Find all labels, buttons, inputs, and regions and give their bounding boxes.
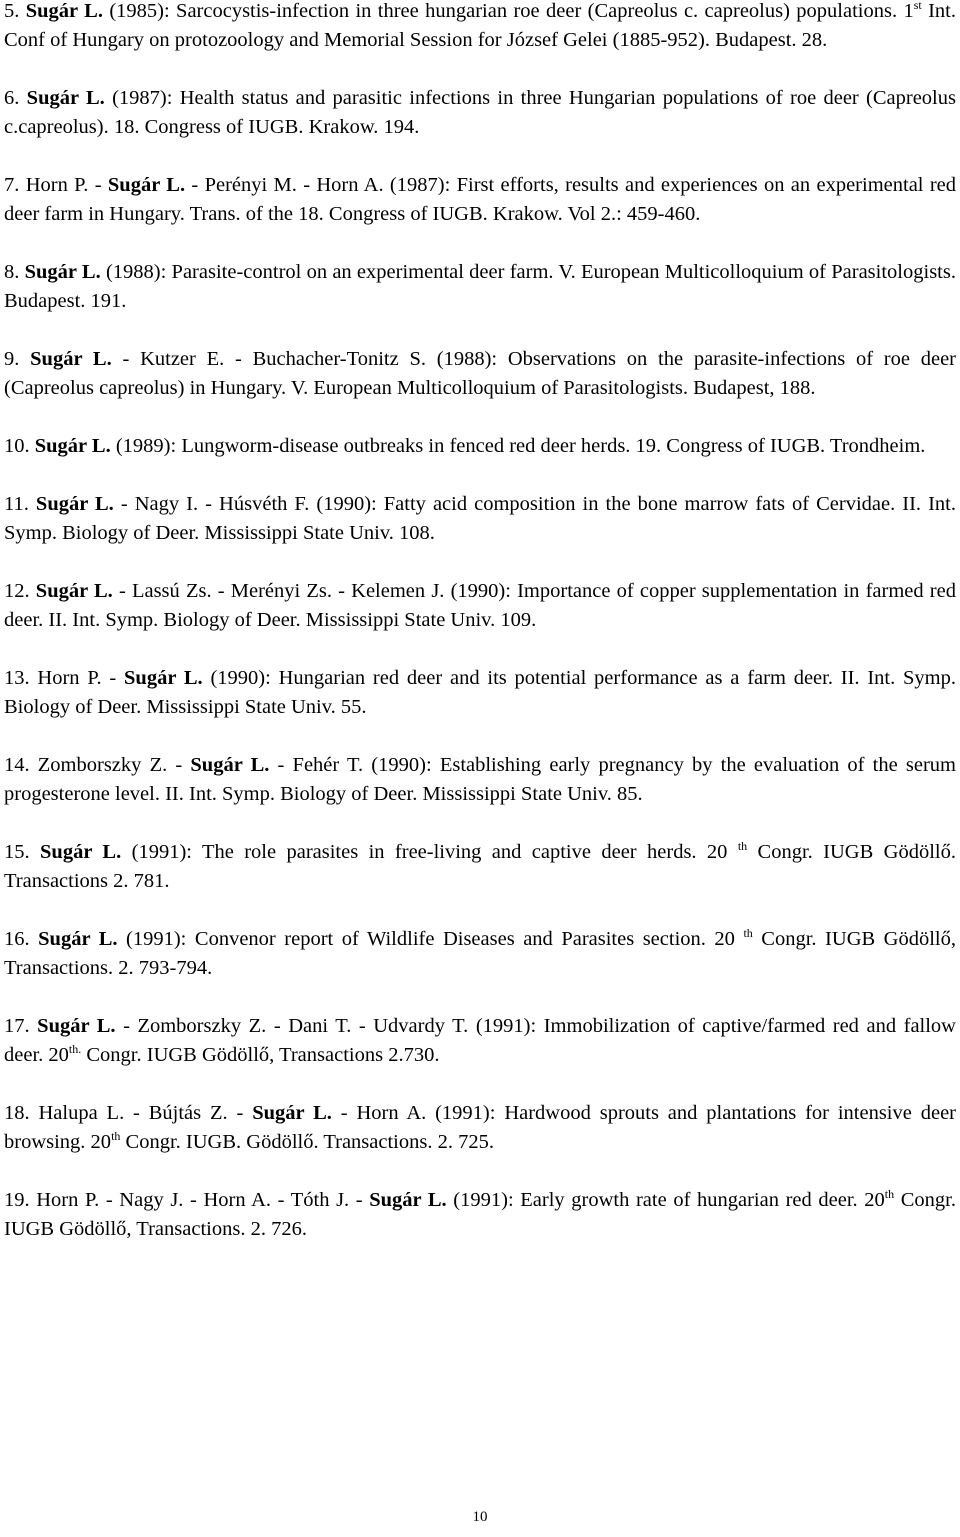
reference-text: 18. Halupa L. - Bújtás Z. - [4, 1102, 253, 1124]
reference-text: 16. [4, 928, 39, 950]
reference-text: 5. [4, 0, 26, 22]
author-name-bold: Sugár L. [40, 841, 122, 863]
reference-text: - Horn A. (1991): Hardwood sprouts and plantations for intensive deer browsing. 20 [4, 1102, 956, 1153]
ordinal-superscript: st [913, 0, 922, 12]
reference-item [4, 432, 956, 461]
ordinal-superscript: th [737, 839, 748, 853]
reference-text: Congr. IUGB Gödöllő, Transactions. 2. 726. [4, 1189, 956, 1240]
reference-text: (1988): Parasite-control on an experimental deer farm. V. European Multicolloquium of Parasitologists. Budapest. 191. [4, 261, 956, 312]
reference-item [4, 258, 956, 316]
author-name-bold: Sugár L. [35, 493, 114, 515]
ordinal-superscript: th [111, 1129, 121, 1143]
ordinal-superscript: th [884, 1187, 895, 1201]
author-name-bold: Sugár L. [24, 261, 101, 283]
reference-text: Congr. IUGB Gödöllő, Transactions 2.730. [81, 1044, 440, 1066]
reference-item [4, 1099, 956, 1157]
reference-text: 15. [4, 841, 41, 863]
reference-text: (1989): Lungworm-disease outbreaks in fenced red deer herds. 19. Congress of IUGB. Trondheim. [110, 435, 926, 457]
reference-text: - Lassú Zs. - Merényi Zs. - Kelemen J. (1990): Importance of copper supplementation in farmed red deer. II. Int. Symp. Biology of Deer. Mississippi State Univ. 109. [4, 580, 956, 631]
reference-item [4, 751, 956, 809]
reference-text: Int. Conf of Hungary on protozoology and Memorial Session for József Gelei (1885-952). Budapest. 28. [4, 0, 957, 51]
reference-item [4, 577, 956, 635]
author-name-bold: Sugár L. [30, 348, 112, 370]
reference-text: (1987): Health status and parasitic infections in three Hungarian populations of roe deer (Capreolus c.capreolus). 18. Congress of IUGB. Krakow. 194. [4, 87, 956, 138]
reference-text: 12. [4, 580, 36, 602]
reference-item [4, 1012, 956, 1070]
page-number: 10 [472, 1509, 488, 1525]
author-name-bold: Sugár L. [34, 435, 111, 457]
reference-item [4, 490, 956, 548]
reference-text: (1991): Early growth rate of hungarian red deer. 20 [446, 1189, 885, 1211]
reference-item [4, 664, 956, 722]
reference-text: (1991): The role parasites in free-living and captive deer herds. 20 [121, 841, 738, 863]
author-name-bold: Sugár L. [38, 928, 118, 950]
author-name-bold: Sugár L. [124, 667, 203, 689]
reference-item [4, 0, 956, 55]
ordinal-superscript: th. [68, 1042, 82, 1056]
reference-list [4, 0, 956, 1244]
reference-text: 7. Horn P. - [4, 174, 108, 196]
reference-text: Congr. IUGB Gödöllő. Transactions 2. 781. [4, 841, 956, 892]
author-name-bold: Sugár L. [190, 754, 270, 776]
reference-text: 14. Zomborszky Z. - [4, 754, 191, 776]
author-name-bold: Sugár L. [26, 87, 105, 109]
reference-item [4, 925, 956, 983]
reference-item [4, 345, 956, 403]
reference-text: - Nagy I. - Húsvéth F. (1990): Fatty acid composition in the bone marrow fats of Cervidae. II. Int. Symp. Biology of Deer. Mississippi State Univ. 108. [4, 493, 956, 544]
reference-text: - Fehér T. (1990): Establishing early pregnancy by the evaluation of the serum progesterone level. II. Int. Symp. Biology of Deer. Mississippi State Univ. 85. [4, 754, 956, 805]
author-name-bold: Sugár L. [252, 1102, 332, 1124]
reference-text: 17. [4, 1015, 38, 1037]
reference-item [4, 171, 956, 229]
reference-text: - Perényi M. - Horn A. (1987): First efforts, results and experiences on an experimental red deer farm in Hungary. Trans. of the 18. Congress of IUGB. Krakow. Vol 2.: 459-460. [4, 174, 956, 225]
reference-text: Congr. IUGB. Gödöllő. Transactions. 2. 725. [120, 1131, 494, 1153]
reference-item [4, 84, 956, 142]
reference-text: 13. Horn P. - [4, 667, 125, 689]
reference-text: - Kutzer E. - Buchacher-Tonitz S. (1988): Observations on the parasite-infections of roe deer (Capreolus capreolus) in Hungary. V. European Multicolloquium of Parasitologists. Budapest, 188. [4, 348, 957, 399]
author-name-bold: Sugár L. [369, 1189, 447, 1211]
reference-text: 9. [4, 348, 31, 370]
reference-item [4, 1186, 956, 1244]
reference-text: (1991): Convenor report of Wildlife Diseases and Parasites section. 20 [117, 928, 744, 950]
reference-text: 19. Horn P. - Nagy J. - Horn A. - Tóth J. - [4, 1189, 370, 1211]
document-page [4, 0, 956, 1537]
reference-text: Congr. IUGB Gödöllő, Transactions. 2. 793-794. [4, 928, 957, 979]
ordinal-superscript: th [743, 926, 753, 940]
author-name-bold: Sugár L. [37, 1015, 116, 1037]
reference-text: 11. [4, 493, 36, 515]
reference-text: (1985): Sarcocystis-infection in three hungarian roe deer (Capreolus c. capreolus) populations. 1 [102, 0, 914, 22]
author-name-bold: Sugár L. [25, 0, 103, 22]
author-name-bold: Sugár L. [35, 580, 113, 602]
reference-text: 6. [4, 87, 27, 109]
reference-text: (1990): Hungarian red deer and its potential performance as a farm deer. II. Int. Symp. Biology of Deer. Mississippi State Univ. 55. [4, 667, 956, 718]
reference-item [4, 838, 956, 896]
author-name-bold: Sugár L. [107, 174, 186, 196]
reference-text: 8. [4, 261, 25, 283]
reference-text: - Zomborszky Z. - Dani T. - Udvardy T. (1991): Immobilization of captive/farmed red and fallow deer. 20 [4, 1015, 956, 1066]
reference-text: 10. [4, 435, 35, 457]
